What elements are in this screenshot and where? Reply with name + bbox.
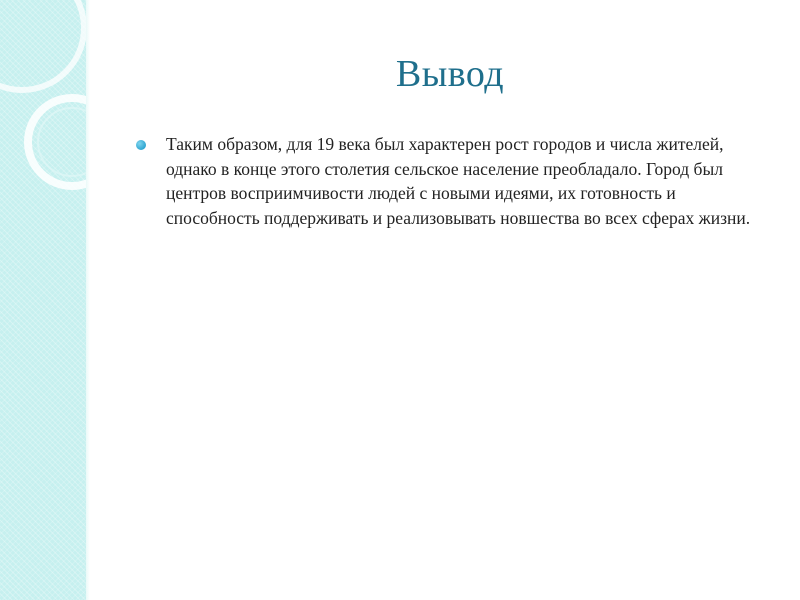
slide-title: Вывод	[395, 53, 505, 95]
decorative-ring-large	[0, 0, 84, 90]
bullet-text: Таким образом, для 19 века был характерен рост городов и числа жителей, однако в конце этого столетия сельское население преобладало. Город был центров восприимчивости людей с новыми идеями, их готовность и способность поддерживать и реализовывать новшества во всех сферах жизни.	[166, 134, 751, 228]
decorative-side-band	[0, 0, 88, 600]
decorative-rings-graphic	[0, 0, 88, 600]
bullet-list	[136, 132, 756, 230]
list-item	[136, 132, 756, 230]
decorative-ring-inner	[38, 108, 88, 176]
bullet-dot-icon	[136, 140, 146, 150]
band-edge-divider	[86, 0, 90, 600]
